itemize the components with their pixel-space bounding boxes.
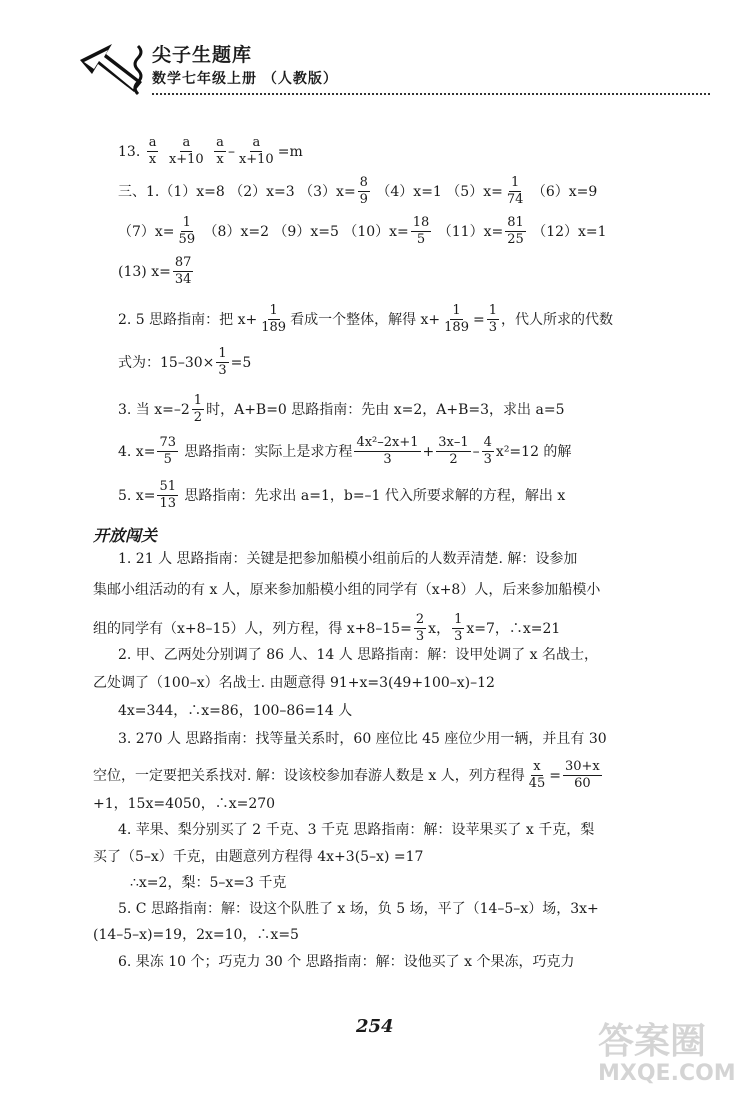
fraction [167, 136, 206, 168]
watermark-logo [598, 1013, 738, 1091]
fraction-denominator: 2 [193, 410, 203, 426]
fraction [192, 394, 204, 426]
text-run: 乙处调了（100–x）名战士. 由题意得 91+x=3(49+100–x)–12 [93, 675, 495, 691]
text-run: 5. C 思路指南：解：设这个队胜了 x 场，负 5 场，平了（14–5–x）场，3x+ [118, 901, 599, 917]
text-run: =5 [230, 354, 252, 371]
fraction-numerator: 87 [173, 256, 194, 272]
open-2-line2 [93, 676, 495, 690]
text-run: – [472, 443, 480, 460]
open-4-line1 [118, 823, 594, 837]
fraction [173, 256, 194, 288]
text-run: =m [277, 143, 303, 160]
open-1-line2 [93, 583, 600, 597]
fraction-denominator: 2 [449, 452, 458, 468]
text-run: 3. 270 人 思路指南：找等量关系时，60 座位比 45 座位少用一辆，并且有 30 [118, 731, 607, 747]
fraction-denominator: 60 [574, 776, 591, 792]
text-run: 2. 5 思路指南：把 x+ [118, 311, 258, 328]
fraction-numerator: 4 [482, 436, 494, 452]
text-run: （6）x=9 [527, 183, 598, 200]
fraction [563, 760, 602, 792]
answer-section3-row3 [118, 256, 195, 288]
fraction [147, 136, 159, 168]
fraction-denominator: 25 [507, 232, 524, 248]
fraction-denominator: 34 [174, 272, 192, 288]
text-run: = [549, 767, 561, 784]
text-run: 组的同学有（x+8–15）人，列方程，得 x+8–15= [93, 620, 412, 637]
fraction-denominator: x [148, 152, 157, 168]
open-4-line2 [93, 850, 423, 864]
fraction [157, 436, 178, 468]
section-heading: 开放闯关 [93, 526, 158, 545]
book-title: 尖子生题库 [152, 44, 253, 66]
text-run: x=7，∴x=21 [466, 620, 561, 637]
fraction-denominator: x [216, 152, 224, 168]
text-run: x， [428, 620, 451, 637]
fraction-numerator: x [531, 760, 542, 776]
fraction-denominator: x+10 [238, 152, 274, 168]
open-3-line3 [93, 797, 275, 811]
fraction-denominator: 3 [415, 629, 425, 645]
answer-4 [118, 436, 571, 468]
fraction-numerator: 2 [414, 613, 426, 629]
fraction [157, 480, 178, 512]
open-2-line1 [118, 648, 598, 662]
open-2-line3 [118, 704, 352, 718]
fraction-denominator: 9 [359, 192, 368, 208]
fraction-denominator: 5 [416, 232, 426, 248]
text-run: ∴x=2，梨：5–x=3 千克 [130, 875, 287, 891]
fraction-numerator: 1 [509, 176, 521, 192]
text-run: 集邮小组活动的有 x 人，原来参加船模小组的同学有（x+8）人，后来参加船模小 [93, 582, 601, 598]
fraction-numerator: 1 [268, 304, 280, 320]
answer-2-line1 [118, 304, 613, 336]
fraction-numerator: 1 [487, 304, 499, 320]
book-subtitle: 数学七年级上册 （人教版） [152, 71, 338, 87]
text-run: （12）x=1 [527, 223, 607, 240]
fraction [527, 760, 548, 792]
fraction [259, 304, 288, 336]
text-run: (13) x= [118, 263, 171, 280]
text-run: – [227, 143, 235, 160]
text-run: （11）x= [433, 223, 504, 240]
fraction-denominator: 189 [261, 320, 287, 336]
fraction-numerator: 81 [505, 216, 526, 232]
text-run: 5. x= [118, 487, 156, 504]
text-run: 三、1.（1）x=8 （2）x=3 （3）x= [118, 183, 356, 200]
fraction-numerator: 51 [157, 480, 178, 496]
fraction [487, 304, 499, 336]
header-divider [152, 93, 710, 95]
fraction [436, 436, 470, 468]
fraction-numerator: 1 [450, 304, 462, 320]
text-run: 买了（5–x）千克，由题意列方程得 4x+3(5–x) =17 [93, 849, 424, 865]
fraction [358, 176, 370, 208]
open-1-line3 [93, 613, 560, 645]
fraction-numerator: 4x²–2x+1 [354, 436, 420, 452]
fraction-denominator: 3 [488, 320, 497, 336]
text-run: 4. x= [118, 443, 156, 460]
page-number: 254 [356, 1016, 394, 1037]
fraction-denominator: 3 [383, 452, 392, 468]
text-run: 空位，一定要把关系找对. 解：设该校参加春游人数是 x 人，列方程得 [93, 767, 525, 784]
text-run: x²=12 的解 [495, 443, 572, 460]
fraction-denominator: 3 [218, 363, 227, 379]
text-run: (14–5–x)=19，2x=10，∴x=5 [93, 927, 299, 943]
text-run: +1，15x=4050，∴x=270 [93, 796, 276, 812]
text-run: （7）x= [118, 223, 175, 240]
fraction [354, 436, 420, 468]
book-logo-icon [72, 40, 152, 104]
answer-2-line2 [118, 347, 251, 379]
fraction-denominator: 3 [454, 629, 463, 645]
text-run: 13. [118, 143, 145, 160]
fraction-numerator: a [180, 136, 192, 152]
fraction-numerator: a [147, 136, 159, 152]
fraction [237, 136, 276, 168]
fraction [505, 216, 526, 248]
fraction [177, 216, 198, 248]
text-run: 看成一个整体，解得 x+ [290, 311, 441, 328]
open-1-line1 [118, 552, 577, 566]
text-run: 时，A+B=0 思路指南：先由 x=2，A+B=3，求出 a=5 [206, 401, 565, 418]
fraction [414, 613, 426, 645]
fraction [482, 436, 494, 468]
fraction-numerator: 1 [192, 394, 204, 410]
fraction-numerator: 1 [216, 347, 228, 363]
fraction-denominator: 59 [178, 232, 196, 248]
text-run: 式为：15–30× [118, 354, 215, 371]
text-run: 思路指南：实际上是求方程 [179, 443, 353, 460]
answer-5 [118, 480, 565, 512]
open-4-line3 [130, 876, 286, 890]
open-3-line1 [118, 732, 607, 746]
answer-section3-row2 [118, 216, 607, 248]
watermark-url: MXQE.COM [598, 1061, 736, 1086]
page-header [72, 30, 712, 105]
fraction [216, 347, 228, 379]
fraction-denominator: 189 [444, 320, 469, 336]
fraction-denominator: 74 [506, 192, 524, 208]
fraction-numerator: 8 [358, 176, 370, 192]
fraction [214, 136, 226, 168]
answer-3 [118, 394, 564, 426]
fraction-numerator: 1 [452, 613, 464, 629]
fraction [442, 304, 471, 336]
fraction-denominator: 13 [159, 496, 176, 512]
fraction-numerator: 73 [157, 436, 178, 452]
text-run: 4x=344，∴x=86，100–86=14 人 [118, 703, 353, 719]
text-run: 1. 21 人 思路指南：关键是把参加船模小组前后的人数弄清楚. 解：设参加 [118, 551, 578, 567]
text-run: 思路指南：先求出 a=1，b=–1 代入所要求解的方程，解出 x [179, 487, 566, 504]
fraction-numerator: 3x–1 [436, 436, 470, 452]
text-run: 6. 果冻 10 个；巧克力 30 个 思路指南：解：设他买了 x 个果冻，巧克力 [118, 954, 575, 970]
fraction-denominator: 45 [528, 776, 546, 792]
fraction-numerator: a [214, 136, 226, 152]
open-5-line2 [93, 928, 299, 942]
open-6-line1 [118, 955, 574, 969]
fraction-denominator: 5 [163, 452, 172, 468]
answer-section3-row1 [118, 176, 597, 208]
text-run: + [422, 443, 435, 460]
text-run: 2. 甲、乙两处分别调了 86 人、14 人 思路指南：解：设甲处调了 x 名战士， [118, 647, 599, 663]
text-run: 4. 苹果、梨分别买了 2 千克、3 千克 思路指南：解：设苹果买了 x 千克，梨 [118, 822, 595, 838]
fraction-numerator: 1 [181, 216, 193, 232]
fraction-numerator: a [250, 136, 262, 152]
text-run: ，代人所求的代数 [501, 311, 613, 328]
text-run [160, 144, 164, 160]
fraction-numerator: 18 [411, 216, 432, 232]
text-run: = [472, 311, 485, 328]
text-run: 3. 当 x=–2 [118, 401, 190, 418]
fraction-denominator: x+10 [168, 152, 204, 168]
fraction-denominator: 3 [483, 452, 492, 468]
answer-13 [118, 136, 303, 168]
open-3-line2 [93, 760, 604, 792]
fraction [505, 176, 526, 208]
open-5-line1 [118, 902, 599, 916]
text-run: （8）x=2 （9）x=5 （10）x= [199, 223, 409, 240]
text-run [208, 144, 212, 160]
text-run: （4）x=1 （5）x= [371, 183, 503, 200]
fraction [452, 613, 464, 645]
fraction-numerator: 30+x [563, 760, 602, 776]
watermark-text: 答案圈 [598, 1021, 707, 1062]
fraction [411, 216, 432, 248]
